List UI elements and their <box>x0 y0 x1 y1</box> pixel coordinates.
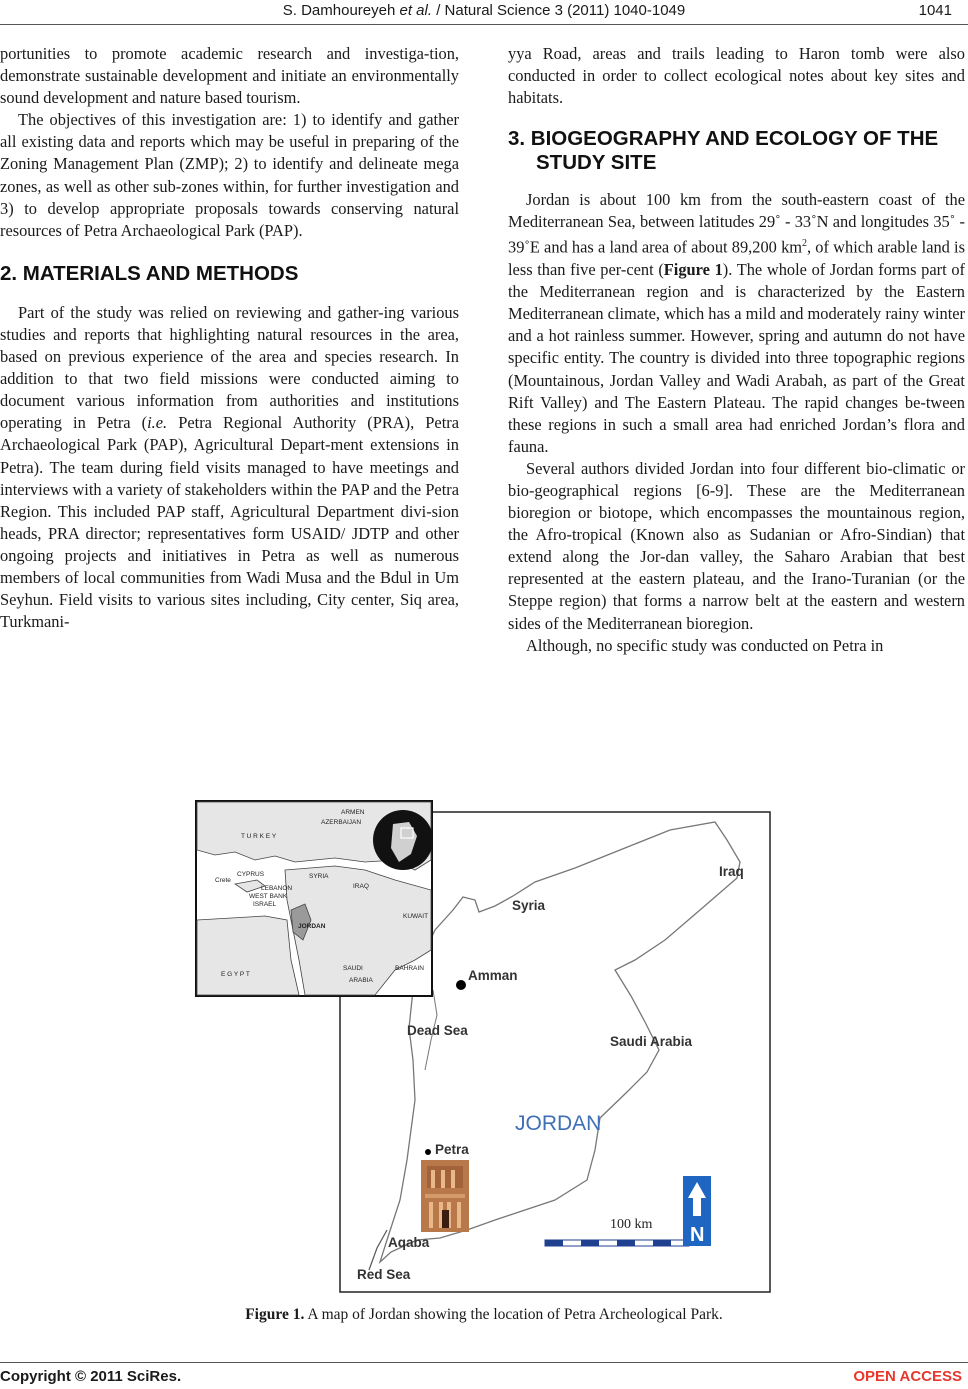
header-rule <box>0 24 968 25</box>
right-paragraph-4: Although, no specific study was conducted on Petra in <box>526 635 884 655</box>
inset-azerbaijan: AZERBAIJAN <box>321 819 362 826</box>
left-paragraph-1: portunities to promote academic research and investiga-tion, demonstrate sustainable development and initiate an environmentally sound development and nature based tourism. <box>0 44 459 108</box>
inset-jordan: JORDAN <box>298 923 326 930</box>
left-paragraph-3 <box>0 302 459 633</box>
caption-text: A map of Jordan showing the location of Petra Archeological Park. <box>304 1306 723 1323</box>
jordan-map-svg <box>195 800 771 1295</box>
right-paragraph-2 <box>508 189 965 458</box>
page-number: 1041 <box>918 2 952 19</box>
left-paragraph-3a: Part of the study was relied on reviewing and gather-ing various studies and reports that highlighting natural resources in the area, based on previous experience of the area and species research. In addition to that two field missions were conducted aiming to document various information from authorities and institutions operating in Petra ( <box>0 302 459 433</box>
amman-marker <box>456 980 466 990</box>
inset-iraq: IRAQ <box>353 883 369 890</box>
inset-locator-map <box>196 801 433 996</box>
right-paragraph-2b: , of which arable land is less than five per-cent ( <box>508 237 965 280</box>
inset-west-bank: WEST BANK <box>249 893 288 900</box>
scale-bar <box>545 1240 689 1246</box>
inset-cyprus: CYPRUS <box>237 871 265 878</box>
figure-1-ref[interactable]: Figure 1 <box>663 260 723 280</box>
left-paragraph-2: The objectives of this investigation are: 1) to identify and gather all existing data and reports which may be useful in preparing of the Zoning Management Plan (ZMP); 2) to identify and delineate mega zones, as well as other sub-zones within, for further investigation and 3) to develop appropriate proposals towards conserving natural resources of Petra Archaeological Park (PAP). <box>0 110 459 240</box>
label-iraq: Iraq <box>719 864 744 879</box>
open-access-badge: OPEN ACCESS <box>853 1368 962 1385</box>
figure-1-map <box>195 800 771 1295</box>
header-authors: S. Damhoureyeh <box>282 2 396 19</box>
label-syria: Syria <box>512 898 546 913</box>
label-jordan: JORDAN <box>515 1112 602 1135</box>
right-column <box>508 43 965 657</box>
inset-bahrain: BAHRAIN <box>395 965 424 972</box>
running-head-citation <box>0 2 968 19</box>
left-column <box>0 43 459 633</box>
right-paragraph-2a: Jordan is about 100 km from the south-eastern coast of the Mediterranean Sea, between latitudes 29˚ - 33˚N and longitudes 35˚ - 39˚E and has a land area of about 89,200 km <box>508 190 965 257</box>
petra-marker <box>425 1149 431 1155</box>
figure-caption <box>0 1306 968 1324</box>
inset-armenia: ARMEN <box>341 809 365 816</box>
label-dead-sea: Dead Sea <box>407 1023 468 1038</box>
inset-kuwait: KUWAIT <box>403 913 429 920</box>
inset-crete: Crete <box>215 877 231 884</box>
footer-rule <box>0 1362 968 1363</box>
right-paragraph-3: Several authors divided Jordan into four different bio-climatic or bio-geographical regions [6-9]. These are the Mediterranean bioregion or biotope, which encompasses the mountainous region, the Afro-tropical (Known also as Sudanian or Afro-Sindian) that extend along the Jor-dan valley, the Saharo Arabian that best represented at the eastern plateau, and the Irano-Turanian (or the Steppe region) that forms a narrow belt at the eastern and western sides of the Mediterranean bioregion. <box>508 458 965 633</box>
caption-label: Figure 1. <box>245 1306 305 1323</box>
north-arrow-icon <box>683 1176 711 1246</box>
superscript-2: 2 <box>802 238 808 250</box>
inset-lebanon: LEBANON <box>261 885 293 892</box>
label-red-sea: Red Sea <box>357 1267 411 1282</box>
section-2-heading: 2. MATERIALS AND METHODS <box>0 261 299 285</box>
scale-label: 100 km <box>610 1217 653 1232</box>
inset-egypt: E G Y P T <box>221 971 250 978</box>
right-paragraph-2c: ). The whole of Jordan forms part of the Mediterranean region and is characterized by the Eastern Mediterranean climate, which has a mild and moderately rainy winter and a hot rainless summer. However, spring and autumn do not have specific entity. The country is divided into three topographic regions (Mountainous, Jordan Valley and Wadi Arabah, as part of the Great Rift Valley) and The Eastern Plateau. The rapid changes be-tween these regions in such a small area had enriched Jordan’s flora and fauna. <box>508 260 965 456</box>
petra-treasury-photo <box>421 1160 469 1232</box>
header-journal: / Natural Science 3 (2011) 1040-1049 <box>436 2 686 19</box>
inset-arabia: ARABIA <box>349 977 373 984</box>
running-head <box>0 0 968 24</box>
label-saudi-arabia: Saudi Arabia <box>610 1034 693 1049</box>
inset-syria: SYRIA <box>309 873 329 880</box>
inset-israel: ISRAEL <box>253 901 277 908</box>
copyright-text: Copyright © 2011 SciRes. <box>0 1368 182 1385</box>
north-label: N <box>690 1224 705 1246</box>
right-paragraph-1: yya Road, areas and trails leading to Haron tomb were also conducted in order to collect ecological notes about key sites and habitats. <box>508 44 965 108</box>
label-petra: Petra <box>435 1142 469 1157</box>
header-et-al: et al. <box>399 2 433 19</box>
section-3-heading: 3. BIOGEOGRAPHY AND ECOLOGY OF THE STUDY SITE <box>508 127 939 175</box>
left-paragraph-3-ie: i.e. <box>147 413 168 433</box>
label-aqaba: Aqaba <box>388 1235 430 1250</box>
inset-saudi: SAUDI <box>343 965 363 972</box>
inset-turkey: T U R K E Y <box>241 833 277 840</box>
footer <box>0 1368 968 1388</box>
label-amman: Amman <box>468 968 518 983</box>
left-paragraph-3b: Petra Regional Authority (PRA), Petra Archaeological Park (PAP), Agricultural Depart-ment extensions in Petra). The team during field visits managed to have meetings and interviews with a variety of stakeholders within the PAP and the Petra Region. This included PAP staff, Agricultural Department divi-sion heads, PRA director; representatives form USAID/ JDTP and other ongoing projects and initiatives in Petra as well as numerous members of local communities from Wadi Musa and the Bdul in Um Seyhun. Field visits to various sites including, City center, Siq area, Turkmani- <box>0 413 459 632</box>
